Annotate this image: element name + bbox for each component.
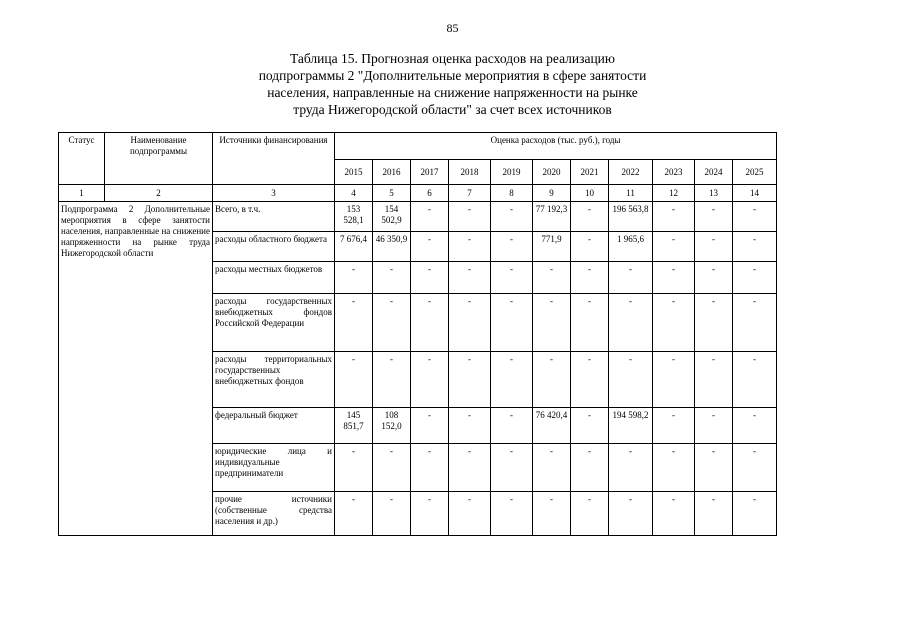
column-number: 8: [491, 185, 533, 202]
table-cell: 7 676,4: [335, 232, 373, 262]
table-cell: -: [609, 444, 653, 492]
table-cell: -: [373, 444, 411, 492]
table-cell: -: [411, 294, 449, 352]
table-cell: -: [335, 262, 373, 294]
table-cell: -: [491, 352, 533, 408]
table-cell: -: [449, 202, 491, 232]
table-cell: -: [653, 492, 695, 536]
table-cell: -: [571, 408, 609, 444]
header-sources: Источники финансирования: [213, 133, 335, 185]
table-cell: -: [373, 294, 411, 352]
column-number: 7: [449, 185, 491, 202]
table-cell: -: [571, 492, 609, 536]
funding-source: расходы местных бюджетов: [213, 262, 335, 294]
table-cell: -: [571, 202, 609, 232]
table-cell: -: [653, 444, 695, 492]
table-cell: -: [411, 352, 449, 408]
header-year: 2019: [491, 160, 533, 185]
table-cell: -: [653, 408, 695, 444]
table-cell: -: [653, 352, 695, 408]
table-cell: -: [335, 492, 373, 536]
table-cell: -: [609, 492, 653, 536]
table-cell: -: [411, 202, 449, 232]
table-cell: -: [733, 408, 777, 444]
table-cell: 77 192,3: [533, 202, 571, 232]
table-cell: -: [335, 352, 373, 408]
column-number: 11: [609, 185, 653, 202]
column-number: 3: [213, 185, 335, 202]
table-cell: -: [373, 262, 411, 294]
table-cell: -: [695, 444, 733, 492]
table-cell: -: [449, 492, 491, 536]
budget-table: [58, 132, 777, 536]
table-cell: -: [411, 408, 449, 444]
table-cell: -: [411, 492, 449, 536]
funding-source: расходы территориальных государственных внебюджетных фондов: [213, 352, 335, 408]
title-line: Таблица 15. Прогнозная оценка расходов на реализацию: [290, 51, 615, 66]
table-cell: -: [695, 232, 733, 262]
column-number: 4: [335, 185, 373, 202]
table-cell: -: [533, 352, 571, 408]
table-cell: -: [491, 262, 533, 294]
title-line: подпрограммы 2 "Дополнительные мероприятия в сфере занятости: [258, 68, 647, 83]
table-cell: -: [533, 492, 571, 536]
table-cell: -: [653, 294, 695, 352]
table-cell: -: [411, 262, 449, 294]
table-cell: -: [571, 262, 609, 294]
funding-source: Всего, в т.ч.: [213, 202, 335, 232]
funding-source: расходы областного бюджета: [213, 232, 335, 262]
table-cell: -: [571, 444, 609, 492]
table-cell: -: [411, 232, 449, 262]
table-cell: -: [449, 444, 491, 492]
table-cell: -: [695, 202, 733, 232]
table-cell: 145 851,7: [335, 408, 373, 444]
table-cell: -: [491, 492, 533, 536]
table-cell: 153 528,1: [335, 202, 373, 232]
column-number: 5: [373, 185, 411, 202]
table-cell: -: [449, 262, 491, 294]
table-cell: -: [733, 232, 777, 262]
table-cell: 196 563,8: [609, 202, 653, 232]
header-year: 2023: [653, 160, 695, 185]
table-cell: -: [733, 492, 777, 536]
column-number: 12: [653, 185, 695, 202]
table-cell: -: [491, 202, 533, 232]
column-number: 6: [411, 185, 449, 202]
table-cell: -: [695, 408, 733, 444]
table-cell: -: [411, 444, 449, 492]
column-number: 1: [59, 185, 105, 202]
table-cell: -: [533, 444, 571, 492]
table-cell: -: [733, 444, 777, 492]
header-year: 2022: [609, 160, 653, 185]
header-year: 2017: [411, 160, 449, 185]
table-cell: 1 965,6: [609, 232, 653, 262]
table-cell: 76 420,4: [533, 408, 571, 444]
table-cell: -: [653, 202, 695, 232]
table-cell: -: [653, 262, 695, 294]
table-cell: -: [653, 232, 695, 262]
table-cell: -: [533, 262, 571, 294]
table-cell: -: [533, 294, 571, 352]
table-cell: -: [695, 262, 733, 294]
header-year: 2021: [571, 160, 609, 185]
header-year: 2025: [733, 160, 777, 185]
table-cell: -: [733, 294, 777, 352]
program-name: Подпрограмма 2 Дополнительные мероприятия в сфере занятости населения, направленные на снижение напряженности на рынке труда Нижегородской области: [59, 202, 213, 536]
table-cell: -: [373, 352, 411, 408]
table-cell: -: [695, 492, 733, 536]
table-cell: -: [449, 294, 491, 352]
table-cell: -: [491, 408, 533, 444]
table-cell: 771,9: [533, 232, 571, 262]
table-cell: -: [449, 232, 491, 262]
table-cell: -: [335, 444, 373, 492]
column-number: 2: [105, 185, 213, 202]
header-year: 2016: [373, 160, 411, 185]
table-row: [59, 202, 777, 232]
funding-source: юридические лица и индивидуальные предприниматели: [213, 444, 335, 492]
table-cell: -: [491, 294, 533, 352]
page-number: 85: [446, 21, 459, 35]
funding-source: расходы государственных внебюджетных фондов Российской Федерации: [213, 294, 335, 352]
table-cell: -: [609, 262, 653, 294]
table-title: [0, 50, 905, 118]
table-cell: -: [609, 294, 653, 352]
header-status: Статус: [59, 133, 105, 185]
header-year: 2018: [449, 160, 491, 185]
column-number: 13: [695, 185, 733, 202]
table-cell: -: [695, 294, 733, 352]
table-cell: -: [491, 232, 533, 262]
column-number: 14: [733, 185, 777, 202]
table-cell: 194 598,2: [609, 408, 653, 444]
funding-source: федеральный бюджет: [213, 408, 335, 444]
table-cell: -: [373, 492, 411, 536]
column-number: 10: [571, 185, 609, 202]
header-name: Наименование подпрограммы: [105, 133, 213, 185]
table-cell: -: [449, 408, 491, 444]
table-cell: 154 502,9: [373, 202, 411, 232]
table-cell: -: [733, 352, 777, 408]
header-year: 2015: [335, 160, 373, 185]
table-cell: -: [571, 294, 609, 352]
table-cell: -: [335, 294, 373, 352]
table-cell: -: [491, 444, 533, 492]
header-year: 2020: [533, 160, 571, 185]
table-cell: -: [695, 352, 733, 408]
title-line: населения, направленные на снижение напряженности на рынке: [267, 85, 638, 100]
table-cell: -: [609, 352, 653, 408]
title-line: труда Нижегородской области" за счет всех источников: [293, 102, 612, 117]
table-cell: 108 152,0: [373, 408, 411, 444]
funding-source: прочие источники (собственные средства населения и др.): [213, 492, 335, 536]
table-cell: -: [449, 352, 491, 408]
header-year: 2024: [695, 160, 733, 185]
table-cell: -: [733, 262, 777, 294]
header-estimate: Оценка расходов (тыс. руб.), годы: [335, 133, 777, 160]
table-cell: -: [571, 352, 609, 408]
table-cell: 46 350,9: [373, 232, 411, 262]
column-number: 9: [533, 185, 571, 202]
table-cell: -: [733, 202, 777, 232]
table-cell: -: [571, 232, 609, 262]
